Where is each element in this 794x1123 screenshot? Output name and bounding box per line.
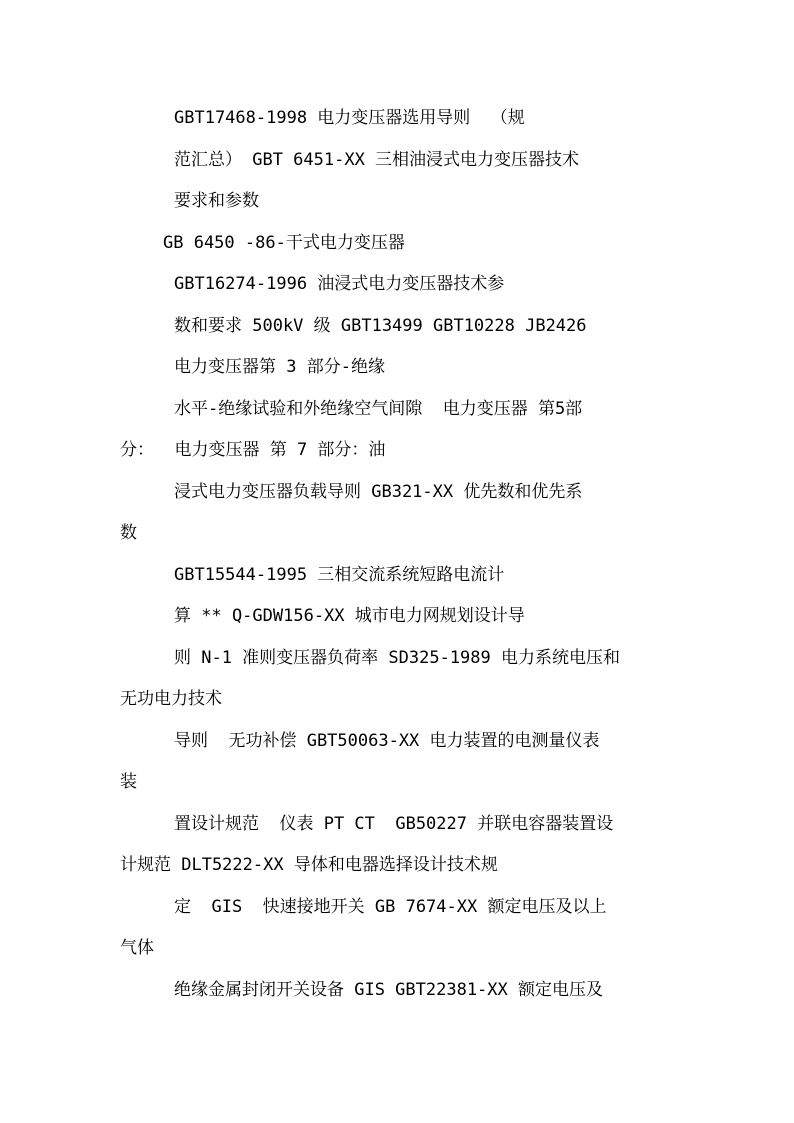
text-line: 无功电力技术 (120, 689, 222, 709)
text-line: 水平-绝缘试验和外绝缘空气间隙 电力变压器 第5部 (174, 399, 583, 419)
text-line: 装 (120, 772, 137, 792)
text-line: 导则 无功补偿 GBT50063-XX 电力装置的电测量仪表 (174, 731, 600, 751)
text-line: GBT15544-1995 三相交流系统短路电流计 (174, 565, 505, 585)
text-line: 范汇总） GBT 6451-XX 三相油浸式电力变压器技术 (174, 150, 580, 170)
text-line: 置设计规范 仪表 PT CT GB50227 并联电容器装置设 (174, 814, 614, 834)
text-line: 分： 电力变压器 第 7 部分：油 (120, 440, 386, 460)
text-line: 电力变压器第 3 部分-绝缘 (174, 357, 385, 377)
text-line: 浸式电力变压器负载导则 GB321-XX 优先数和优先系 (174, 482, 583, 502)
text-line: 要求和参数 (174, 191, 259, 211)
text-line: 数和要求 500kV 级 GBT13499 GBT10228 JB2426 (174, 316, 587, 336)
text-line: 计规范 DLT5222-XX 导体和电器选择设计技术规 (120, 855, 498, 875)
text-line: 数 (120, 523, 137, 543)
text-line: 则 N-1 准则变压器负荷率 SD325-1989 电力系统电压和 (174, 648, 620, 668)
text-line: 气体 (120, 938, 154, 958)
text-line: GB 6450 -86-干式电力变压器 (163, 233, 405, 253)
text-line: 绝缘金属封闭开关设备 GIS GBT22381-XX 额定电压及 (174, 980, 603, 1000)
text-line: 定 GIS 快速接地开关 GB 7674-XX 额定电压及以上 (174, 897, 607, 917)
text-line: GBT17468-1998 电力变压器选用导则 （规 (174, 108, 525, 128)
text-line: GBT16274-1996 油浸式电力变压器技术参 (174, 274, 505, 294)
text-line: 算 ** Q-GDW156-XX 城市电力网规划设计导 (174, 606, 525, 626)
